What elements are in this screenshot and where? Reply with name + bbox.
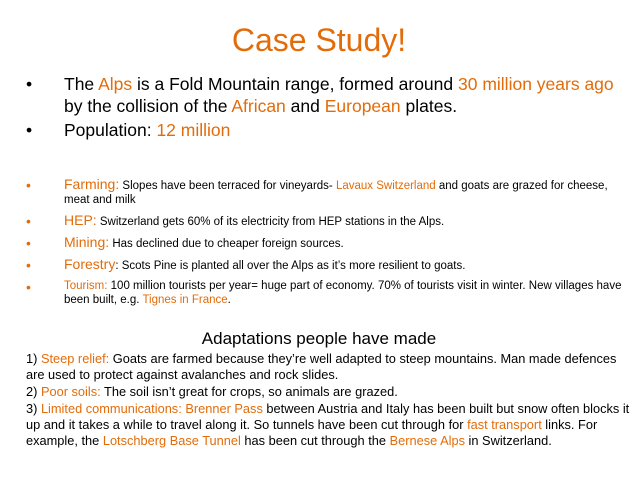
bullet-forestry: • Forestry: Scots Pine is planted all over the Alps as it’s more resilient to goats. xyxy=(26,256,466,273)
bullet-hep: • HEP: Switzerland gets 60% of its electricity from HEP stations in the Alps. xyxy=(26,212,445,229)
slide-title: Case Study! xyxy=(231,22,407,58)
bullet-farming: • Farming: Slopes have been terraced for vineyards- Lavaux Switzerland and goats are grazed for cheese, meat and milk xyxy=(26,176,608,206)
adaptations-body xyxy=(26,351,632,450)
bullet-dot-icon: • xyxy=(26,177,31,193)
bullet-population: • Population: 12 million xyxy=(26,120,231,140)
bullet-alps: • The Alps is a Fold Mountain range, formed around 30 million years ago by the collision of the African and European plates. xyxy=(26,74,614,116)
adaptations-heading: Adaptations people have made xyxy=(201,329,437,348)
bullet-dot-icon: • xyxy=(26,74,33,94)
bullet-dot-icon: • xyxy=(26,120,33,140)
bullet-dot-icon: • xyxy=(26,257,31,273)
economy-bullets xyxy=(26,177,636,313)
adaptation-poor-soils: 2) Poor soils: The soil isn’t great for crops, so animals are grazed. xyxy=(26,384,398,399)
bullet-dot-icon: • xyxy=(26,235,31,251)
bullet-dot-icon: • xyxy=(26,213,31,229)
bullet-tourism: • Tourism: 100 million tourists per year= huge part of economy. 70% of tourists visit in winter. New villages have been built, e.g. Tignes in France. xyxy=(26,279,622,306)
bullet-dot-icon: • xyxy=(26,279,31,295)
adaptation-steep-relief: 1) Steep relief: Goats are farmed because they’re well adapted to steep mountains. Man made defences are used to protect against avalanches and rock slides. xyxy=(26,351,617,382)
adaptation-communications: 3) Limited communications: Brenner Pass between Austria and Italy has been built but snow often blocks it up and it takes a while to travel along it. So tunnels have been cut through for fast transport links. For example, the Lotschberg Base Tunnel has been cut through the Bernese Alps in Switzerland. xyxy=(26,401,630,448)
summary-bullets xyxy=(26,73,634,143)
bullet-mining: • Mining: Has declined due to cheaper foreign sources. xyxy=(26,234,344,251)
